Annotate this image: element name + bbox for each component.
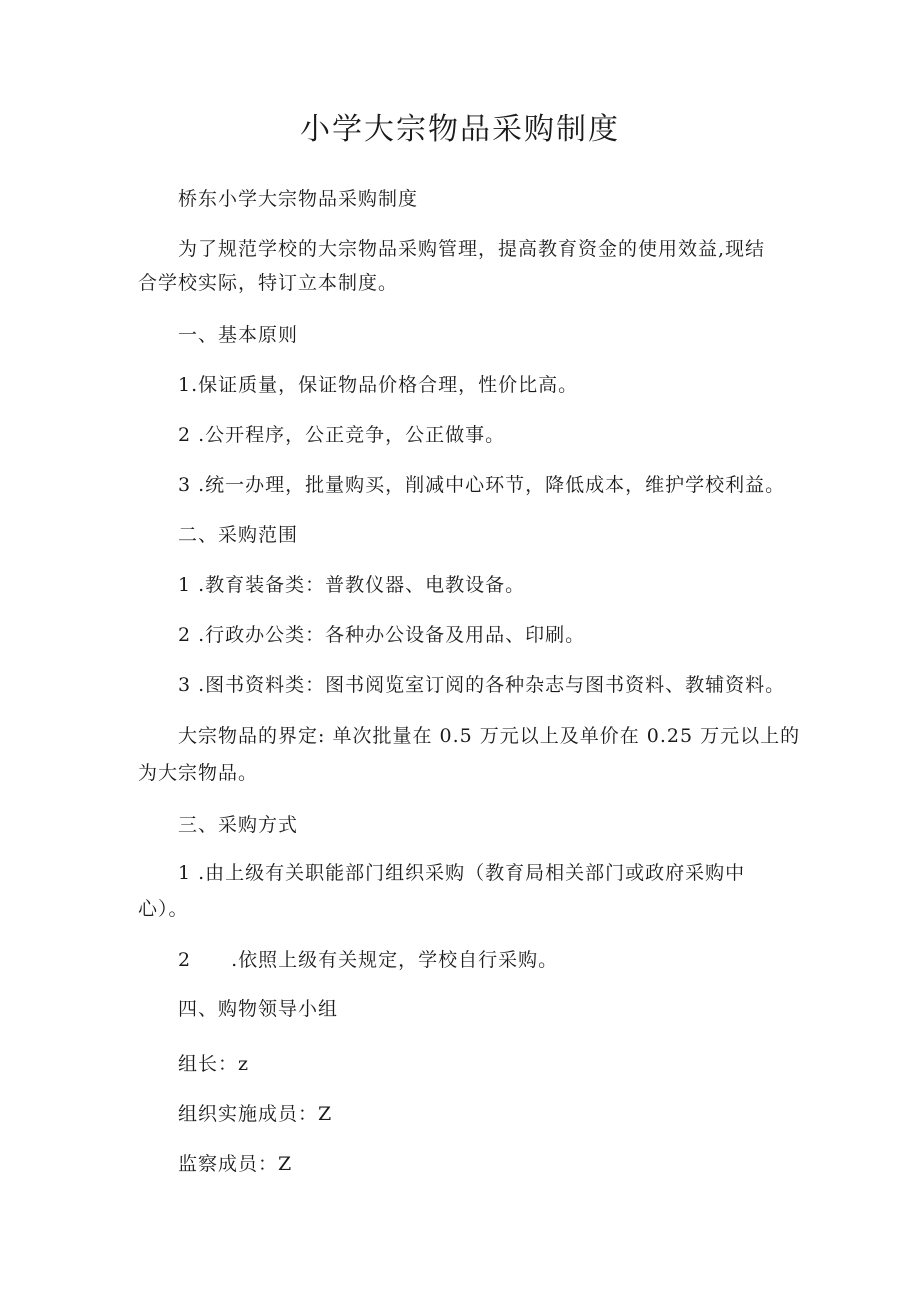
section-2-item-2: 2 .行政办公类：各种办公设备及用品、印刷。: [178, 624, 586, 646]
section-3-item-2: 2 .依照上级有关规定，学校自行采购。: [178, 949, 559, 971]
section-1-item-3: 3 .统一办理，批量购买，削减中心环节，降低成本，维护学校利益。: [178, 474, 786, 496]
definition-line-1: 大宗物品的界定: 单次批量在 0.5 万元以上及单价在 0.25 万元以上的: [178, 725, 801, 747]
section-1-item-2: 2 .公开程序，公正竞争，公正做事。: [178, 424, 506, 446]
group-leader: 组长：z: [178, 1053, 250, 1075]
intro-line-1: 为了规范学校的大宗物品采购管理，提高教育资金的使用效益,现结: [178, 238, 766, 260]
section-2-item-3: 3 .图书资料类：图书阅览室订阅的各种杂志与图书资料、教辅资料。: [178, 674, 786, 696]
section-3-item-1-line-2: 心）。: [138, 898, 189, 920]
definition-line-2: 为大宗物品。: [138, 762, 259, 784]
group-implementers: 组织实施成员：Z: [178, 1103, 333, 1125]
section-3-heading: 三、采购方式: [178, 814, 299, 836]
section-1-heading: 一、基本原则: [178, 324, 299, 346]
section-2-item-1: 1 .教育装备类：普教仪器、电教设备。: [178, 574, 526, 596]
group-supervisors: 监察成员：Z: [178, 1153, 293, 1175]
document-subtitle: 桥东小学大宗物品采购制度: [178, 188, 419, 210]
document-title: 小学大宗物品采购制度: [300, 112, 620, 147]
section-2-heading: 二、采购范围: [178, 524, 299, 546]
section-3-item-1-line-1: 1 .由上级有关职能部门组织采购（教育局相关部门或政府采购中: [178, 862, 746, 884]
section-4-heading: 四、购物领导小组: [178, 998, 339, 1020]
section-1-item-1: 1.保证质量，保证物品价格合理，性价比高。: [178, 374, 579, 396]
intro-line-2: 合学校实际，特订立本制度。: [138, 272, 399, 294]
